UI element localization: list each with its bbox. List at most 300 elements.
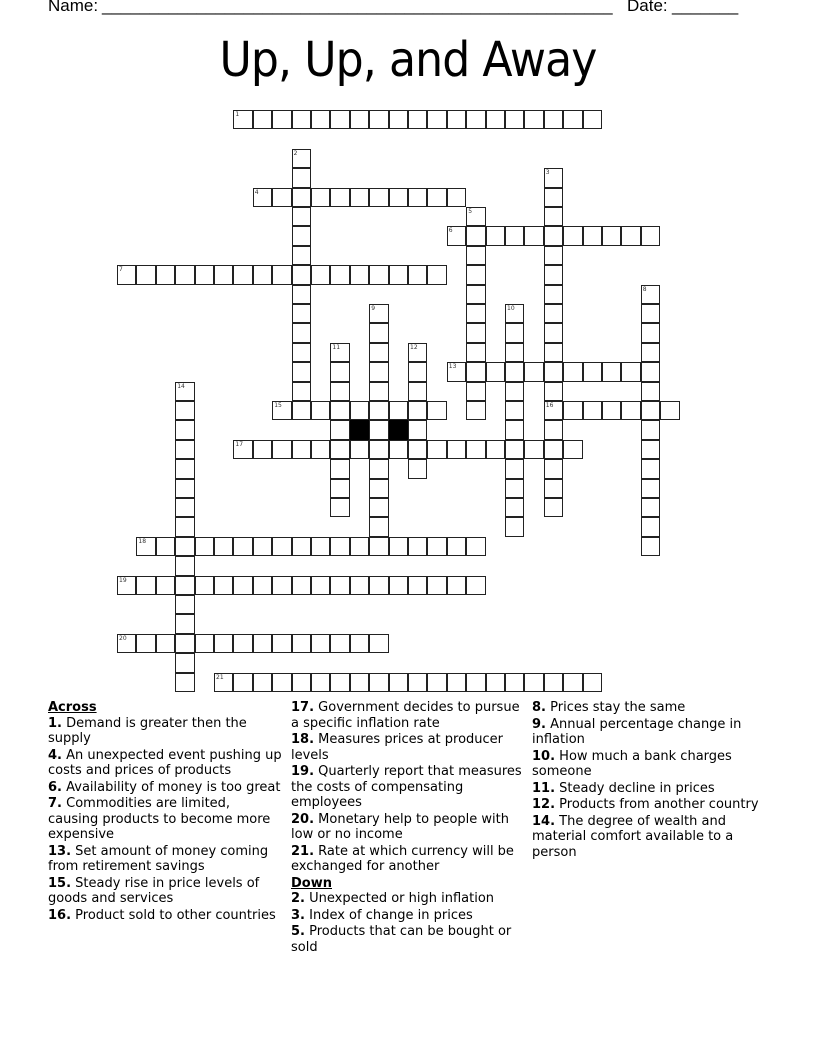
name-field[interactable]: ______________________________________________________ [102, 0, 613, 15]
grid-cell[interactable] [272, 440, 291, 459]
grid-cell[interactable] [389, 188, 408, 207]
grid-cell[interactable] [175, 556, 194, 575]
grid-cell[interactable] [175, 479, 194, 498]
clue-down-8: 8. Prices stay the same [532, 700, 686, 715]
grid-cell[interactable] [156, 576, 175, 595]
grid-cell[interactable] [292, 440, 311, 459]
grid-cell[interactable] [524, 673, 543, 692]
grid-cell[interactable] [505, 343, 524, 362]
grid-cell[interactable] [389, 440, 408, 459]
grid-cell[interactable] [466, 401, 485, 420]
grid-cell[interactable] [272, 401, 291, 420]
grid-cell[interactable] [524, 226, 543, 245]
grid-cell[interactable] [175, 673, 194, 692]
grid-cell[interactable] [505, 110, 524, 129]
grid-cell[interactable] [466, 440, 485, 459]
grid-cell[interactable] [175, 440, 194, 459]
grid-cell[interactable] [292, 537, 311, 556]
grid-cell[interactable] [583, 673, 602, 692]
grid-cell[interactable] [505, 323, 524, 342]
grid-cell[interactable] [641, 285, 660, 304]
grid-cell[interactable] [156, 634, 175, 653]
date-field[interactable]: _______ [672, 0, 739, 15]
grid-cell[interactable] [292, 110, 311, 129]
grid-cell[interactable] [330, 188, 349, 207]
grid-cell[interactable] [524, 110, 543, 129]
clue-number: 13 [448, 363, 457, 371]
grid-cell[interactable] [369, 382, 388, 401]
grid-cell[interactable] [292, 343, 311, 362]
grid-cell[interactable] [330, 634, 349, 653]
across-heading: Across [48, 700, 97, 715]
grid-cell[interactable] [350, 110, 369, 129]
grid-cell[interactable] [563, 673, 582, 692]
grid-cell[interactable] [641, 304, 660, 323]
grid-cell[interactable] [505, 673, 524, 692]
clue-down-14: 14. The degree of wealth and material comfort available to a person [532, 813, 734, 860]
grid-cell[interactable] [175, 576, 194, 595]
grid-cell[interactable] [117, 634, 136, 653]
grid-cell[interactable] [311, 576, 330, 595]
clue-number: 1 [235, 111, 240, 118]
grid-cell[interactable] [408, 673, 427, 692]
grid-cell[interactable] [563, 440, 582, 459]
grid-cell[interactable] [233, 440, 252, 459]
grid-cell[interactable] [505, 459, 524, 478]
grid-cell[interactable] [544, 440, 563, 459]
grid-cell[interactable] [427, 673, 446, 692]
grid-cell[interactable] [292, 401, 311, 420]
grid-cell[interactable] [544, 323, 563, 342]
grid-cell[interactable] [292, 207, 311, 226]
grid-cell[interactable] [563, 110, 582, 129]
grid-cell[interactable] [117, 265, 136, 284]
clue-across-16: 16. Product sold to other countries [48, 907, 276, 923]
grid-cell[interactable] [544, 479, 563, 498]
grid-cell[interactable] [505, 420, 524, 439]
grid-cell[interactable] [466, 285, 485, 304]
grid-cell[interactable] [408, 459, 427, 478]
grid-cell[interactable] [195, 576, 214, 595]
grid-cell[interactable] [369, 576, 388, 595]
grid-cell[interactable] [253, 576, 272, 595]
grid-cell[interactable] [602, 226, 621, 245]
grid-cell[interactable] [330, 459, 349, 478]
grid-cell[interactable] [214, 673, 233, 692]
grid-cell[interactable] [253, 110, 272, 129]
grid-cell[interactable] [447, 537, 466, 556]
grid-cell[interactable] [602, 362, 621, 381]
grid-cell[interactable] [505, 362, 524, 381]
grid-cell[interactable] [253, 440, 272, 459]
grid-cell[interactable] [330, 673, 349, 692]
clue-down-11: 11. Steady decline in prices [532, 780, 715, 796]
grid-cell[interactable] [408, 576, 427, 595]
grid-cell[interactable] [330, 537, 349, 556]
grid-cell[interactable] [621, 401, 640, 420]
grid-cell[interactable] [563, 401, 582, 420]
grid-cell[interactable] [117, 576, 136, 595]
grid-cell[interactable] [641, 226, 660, 245]
grid-cell[interactable] [175, 517, 194, 536]
grid-cell[interactable] [292, 673, 311, 692]
grid-cell[interactable] [369, 343, 388, 362]
grid-cell[interactable] [447, 673, 466, 692]
grid-cell[interactable] [486, 362, 505, 381]
grid-cell[interactable] [447, 188, 466, 207]
grid-cell[interactable] [641, 382, 660, 401]
grid-cell[interactable] [272, 537, 291, 556]
grid-cell[interactable] [330, 110, 349, 129]
grid-cell[interactable] [427, 576, 446, 595]
grid-cell[interactable] [292, 304, 311, 323]
grid-cell[interactable] [292, 323, 311, 342]
grid-cell[interactable] [292, 246, 311, 265]
grid-cell[interactable] [641, 420, 660, 439]
grid-cell[interactable] [214, 265, 233, 284]
grid-cell[interactable] [408, 440, 427, 459]
grid-cell[interactable] [311, 188, 330, 207]
grid-cell[interactable] [350, 537, 369, 556]
grid-cell[interactable] [583, 110, 602, 129]
grid-cell[interactable] [389, 673, 408, 692]
name-label: Name: [48, 0, 99, 15]
grid-cell[interactable] [505, 304, 524, 323]
grid-cell[interactable] [408, 188, 427, 207]
grid-cell[interactable] [408, 362, 427, 381]
grid-cell[interactable] [292, 168, 311, 187]
grid-cell[interactable] [583, 226, 602, 245]
grid-cell[interactable] [524, 440, 543, 459]
grid-cell[interactable] [214, 634, 233, 653]
grid-cell[interactable] [292, 634, 311, 653]
grid-cell[interactable] [427, 537, 446, 556]
grid-cell[interactable] [389, 401, 408, 420]
grid-cell[interactable] [136, 634, 155, 653]
clue-across-4: 4. An unexpected event pushing up costs and prices of products [48, 747, 282, 778]
grid-cell[interactable] [505, 479, 524, 498]
grid-cell[interactable] [330, 420, 349, 439]
grid-cell[interactable] [214, 537, 233, 556]
grid-cell[interactable] [583, 401, 602, 420]
grid-cell[interactable] [466, 576, 485, 595]
clue-number: 21 [216, 673, 224, 681]
grid-cell[interactable] [602, 401, 621, 420]
clue-across-19: 19. Quarterly report that measures the costs of compensating employees [291, 764, 522, 810]
grid-cell[interactable] [292, 149, 311, 168]
grid-cell[interactable] [292, 188, 311, 207]
grid-cell[interactable] [369, 440, 388, 459]
grid-cell[interactable] [350, 440, 369, 459]
grid-cell[interactable] [233, 110, 252, 129]
grid-cell[interactable] [524, 362, 543, 381]
clue-across-15: 15. Steady rise in price levels of goods and services [48, 875, 260, 906]
grid-cell[interactable] [466, 673, 485, 692]
grid-cell[interactable] [253, 634, 272, 653]
grid-cell[interactable] [544, 401, 563, 420]
grid-cell[interactable] [466, 226, 485, 245]
grid-cell[interactable] [486, 673, 505, 692]
grid-cell[interactable] [350, 265, 369, 284]
grid-cell[interactable] [233, 537, 252, 556]
grid-cell[interactable] [505, 517, 524, 536]
grid-cell[interactable] [466, 207, 485, 226]
clue-number: 18 [138, 537, 147, 545]
grid-cell[interactable] [544, 207, 563, 226]
grid-cell[interactable] [544, 498, 563, 517]
grid-cell[interactable] [427, 110, 446, 129]
grid-cell[interactable] [466, 246, 485, 265]
grid-cell[interactable] [408, 265, 427, 284]
grid-cell[interactable] [253, 265, 272, 284]
grid-cell[interactable] [330, 401, 349, 420]
grid-cell[interactable] [233, 576, 252, 595]
grid-cell[interactable] [175, 595, 194, 614]
grid-cell[interactable] [544, 246, 563, 265]
clue-down-3: 3. Index of change in prices [291, 907, 473, 923]
grid-cell[interactable] [272, 110, 291, 129]
grid-cell[interactable] [233, 673, 252, 692]
grid-cell[interactable] [447, 576, 466, 595]
grid-cell[interactable] [486, 226, 505, 245]
grid-cell[interactable] [505, 440, 524, 459]
grid-cell[interactable] [641, 440, 660, 459]
grid-cell[interactable] [136, 537, 155, 556]
grid-cell[interactable] [350, 401, 369, 420]
grid-cell[interactable] [330, 382, 349, 401]
grid-cell[interactable] [466, 323, 485, 342]
grid-cell[interactable] [175, 537, 194, 556]
grid-cell[interactable] [369, 479, 388, 498]
grid-cell[interactable] [408, 420, 427, 439]
grid-cell[interactable] [369, 304, 388, 323]
grid-cell[interactable] [641, 459, 660, 478]
grid-cell[interactable] [214, 576, 233, 595]
grid-cell[interactable] [447, 440, 466, 459]
clue-across-1: 1. Demand is greater then the supply [48, 715, 247, 746]
grid-cell[interactable] [505, 226, 524, 245]
grid-cell[interactable] [253, 188, 272, 207]
grid-cell[interactable] [369, 634, 388, 653]
grid-cell[interactable] [175, 653, 194, 672]
grid-cell[interactable] [175, 634, 194, 653]
grid-cell[interactable] [195, 265, 214, 284]
clue-number: 10 [507, 305, 515, 312]
grid-cell[interactable] [195, 537, 214, 556]
grid-cell[interactable] [544, 420, 563, 439]
clue-number: 8 [642, 285, 647, 293]
grid-cell[interactable] [195, 634, 214, 653]
grid-cell[interactable] [233, 634, 252, 653]
grid-cell[interactable] [408, 110, 427, 129]
grid-cell[interactable] [311, 401, 330, 420]
grid-cell[interactable] [544, 265, 563, 284]
grid-cell[interactable] [369, 420, 388, 439]
clue-number: 16 [545, 402, 554, 409]
grid-cell[interactable] [447, 226, 466, 245]
grid-cell[interactable] [544, 343, 563, 362]
grid-cell[interactable] [427, 188, 446, 207]
grid-cell[interactable] [292, 576, 311, 595]
grid-cell[interactable] [466, 382, 485, 401]
clue-number: 7 [119, 266, 123, 274]
grid-cell[interactable] [408, 401, 427, 420]
grid-cell[interactable] [175, 401, 194, 420]
grid-cell[interactable] [427, 440, 446, 459]
grid-cell[interactable] [427, 401, 446, 420]
clue-down-2: 2. Unexpected or high inflation [291, 891, 495, 906]
grid-cell[interactable] [136, 576, 155, 595]
grid-cell[interactable] [641, 362, 660, 381]
grid-cell[interactable] [563, 362, 582, 381]
grid-cell[interactable] [156, 537, 175, 556]
grid-cell[interactable] [447, 362, 466, 381]
clue-across-6: 6. Availability of money is too great [48, 779, 281, 795]
grid-cell[interactable] [369, 537, 388, 556]
grid-cell[interactable] [641, 537, 660, 556]
grid-cell[interactable] [505, 401, 524, 420]
grid-cell[interactable] [136, 265, 155, 284]
grid-cell[interactable] [641, 498, 660, 517]
grid-cell[interactable] [583, 362, 602, 381]
grid-cell[interactable] [621, 362, 640, 381]
grid-cell[interactable] [330, 362, 349, 381]
black-cell [350, 420, 369, 439]
grid-cell[interactable] [544, 459, 563, 478]
grid-cell[interactable] [486, 440, 505, 459]
grid-cell[interactable] [272, 265, 291, 284]
grid-cell[interactable] [175, 498, 194, 517]
grid-cell[interactable] [389, 265, 408, 284]
grid-cell[interactable] [369, 401, 388, 420]
grid-cell[interactable] [175, 614, 194, 633]
grid-cell[interactable] [175, 459, 194, 478]
grid-cell[interactable] [641, 401, 660, 420]
grid-cell[interactable] [544, 226, 563, 245]
grid-cell[interactable] [389, 576, 408, 595]
grid-cell[interactable] [544, 304, 563, 323]
grid-cell[interactable] [292, 362, 311, 381]
clues-column-2 [291, 700, 526, 956]
grid-cell[interactable] [350, 673, 369, 692]
clue-number: 2 [293, 149, 298, 157]
grid-cell[interactable] [272, 188, 291, 207]
grid-cell[interactable] [369, 323, 388, 342]
grid-cell[interactable] [156, 265, 175, 284]
grid-cell[interactable] [466, 362, 485, 381]
grid-cell[interactable] [544, 673, 563, 692]
grid-cell[interactable] [369, 673, 388, 692]
grid-cell[interactable] [233, 265, 252, 284]
grid-cell[interactable] [408, 343, 427, 362]
grid-cell[interactable] [369, 362, 388, 381]
grid-cell[interactable] [544, 285, 563, 304]
grid-cell[interactable] [486, 110, 505, 129]
grid-cell[interactable] [466, 537, 485, 556]
grid-cell[interactable] [408, 382, 427, 401]
clue-across-18: 18. Measures prices at producer levels [291, 732, 504, 763]
grid-cell[interactable] [369, 517, 388, 536]
crossword-grid [117, 110, 717, 710]
grid-cell[interactable] [311, 110, 330, 129]
grid-cell[interactable] [505, 382, 524, 401]
grid-cell[interactable] [175, 382, 194, 401]
grid-cell[interactable] [466, 304, 485, 323]
grid-cell[interactable] [292, 382, 311, 401]
grid-cell[interactable] [350, 188, 369, 207]
grid-cell[interactable] [330, 343, 349, 362]
grid-cell[interactable] [330, 498, 349, 517]
grid-cell[interactable] [311, 673, 330, 692]
grid-cell[interactable] [292, 226, 311, 245]
grid-cell[interactable] [330, 440, 349, 459]
grid-cell[interactable] [330, 576, 349, 595]
grid-cell[interactable] [544, 382, 563, 401]
grid-cell[interactable] [311, 537, 330, 556]
clue-down-10: 10. How much a bank charges someone [532, 748, 732, 779]
grid-cell[interactable] [466, 265, 485, 284]
grid-cell[interactable] [311, 634, 330, 653]
clue-down-9: 9. Annual percentage change in inflation [532, 716, 742, 747]
grid-cell[interactable] [544, 362, 563, 381]
grid-cell[interactable] [389, 110, 408, 129]
grid-cell[interactable] [563, 226, 582, 245]
grid-cell[interactable] [621, 226, 640, 245]
grid-cell[interactable] [369, 188, 388, 207]
grid-cell[interactable] [369, 498, 388, 517]
grid-cell[interactable] [369, 265, 388, 284]
clue-number: 11 [332, 343, 341, 351]
grid-cell[interactable] [311, 265, 330, 284]
grid-cell[interactable] [272, 576, 291, 595]
grid-cell[interactable] [272, 634, 291, 653]
grid-cell[interactable] [408, 537, 427, 556]
grid-cell[interactable] [505, 498, 524, 517]
clue-across-20: 20. Monetary help to people with low or no income [291, 811, 510, 842]
grid-cell[interactable] [253, 537, 272, 556]
grid-cell[interactable] [641, 517, 660, 536]
grid-cell[interactable] [641, 323, 660, 342]
grid-cell[interactable] [369, 110, 388, 129]
grid-cell[interactable] [292, 265, 311, 284]
grid-cell[interactable] [272, 673, 291, 692]
grid-cell[interactable] [350, 634, 369, 653]
grid-cell[interactable] [447, 110, 466, 129]
grid-cell[interactable] [660, 401, 679, 420]
grid-cell[interactable] [292, 285, 311, 304]
grid-cell[interactable] [175, 420, 194, 439]
grid-cell[interactable] [466, 110, 485, 129]
clues-column-1 [48, 700, 283, 924]
grid-cell[interactable] [641, 343, 660, 362]
grid-cell[interactable] [311, 440, 330, 459]
grid-cell[interactable] [466, 343, 485, 362]
puzzle-title: Up, Up, and Away [219, 32, 597, 88]
grid-cell[interactable] [544, 188, 563, 207]
grid-cell[interactable] [350, 576, 369, 595]
grid-cell[interactable] [330, 479, 349, 498]
grid-cell[interactable] [389, 537, 408, 556]
grid-cell[interactable] [544, 110, 563, 129]
grid-cell[interactable] [369, 459, 388, 478]
grid-cell[interactable] [427, 265, 446, 284]
clue-number: 14 [177, 382, 185, 390]
grid-cell[interactable] [544, 168, 563, 187]
grid-cell[interactable] [330, 265, 349, 284]
grid-cell[interactable] [641, 479, 660, 498]
grid-cell[interactable] [175, 265, 194, 284]
grid-cell[interactable] [253, 673, 272, 692]
